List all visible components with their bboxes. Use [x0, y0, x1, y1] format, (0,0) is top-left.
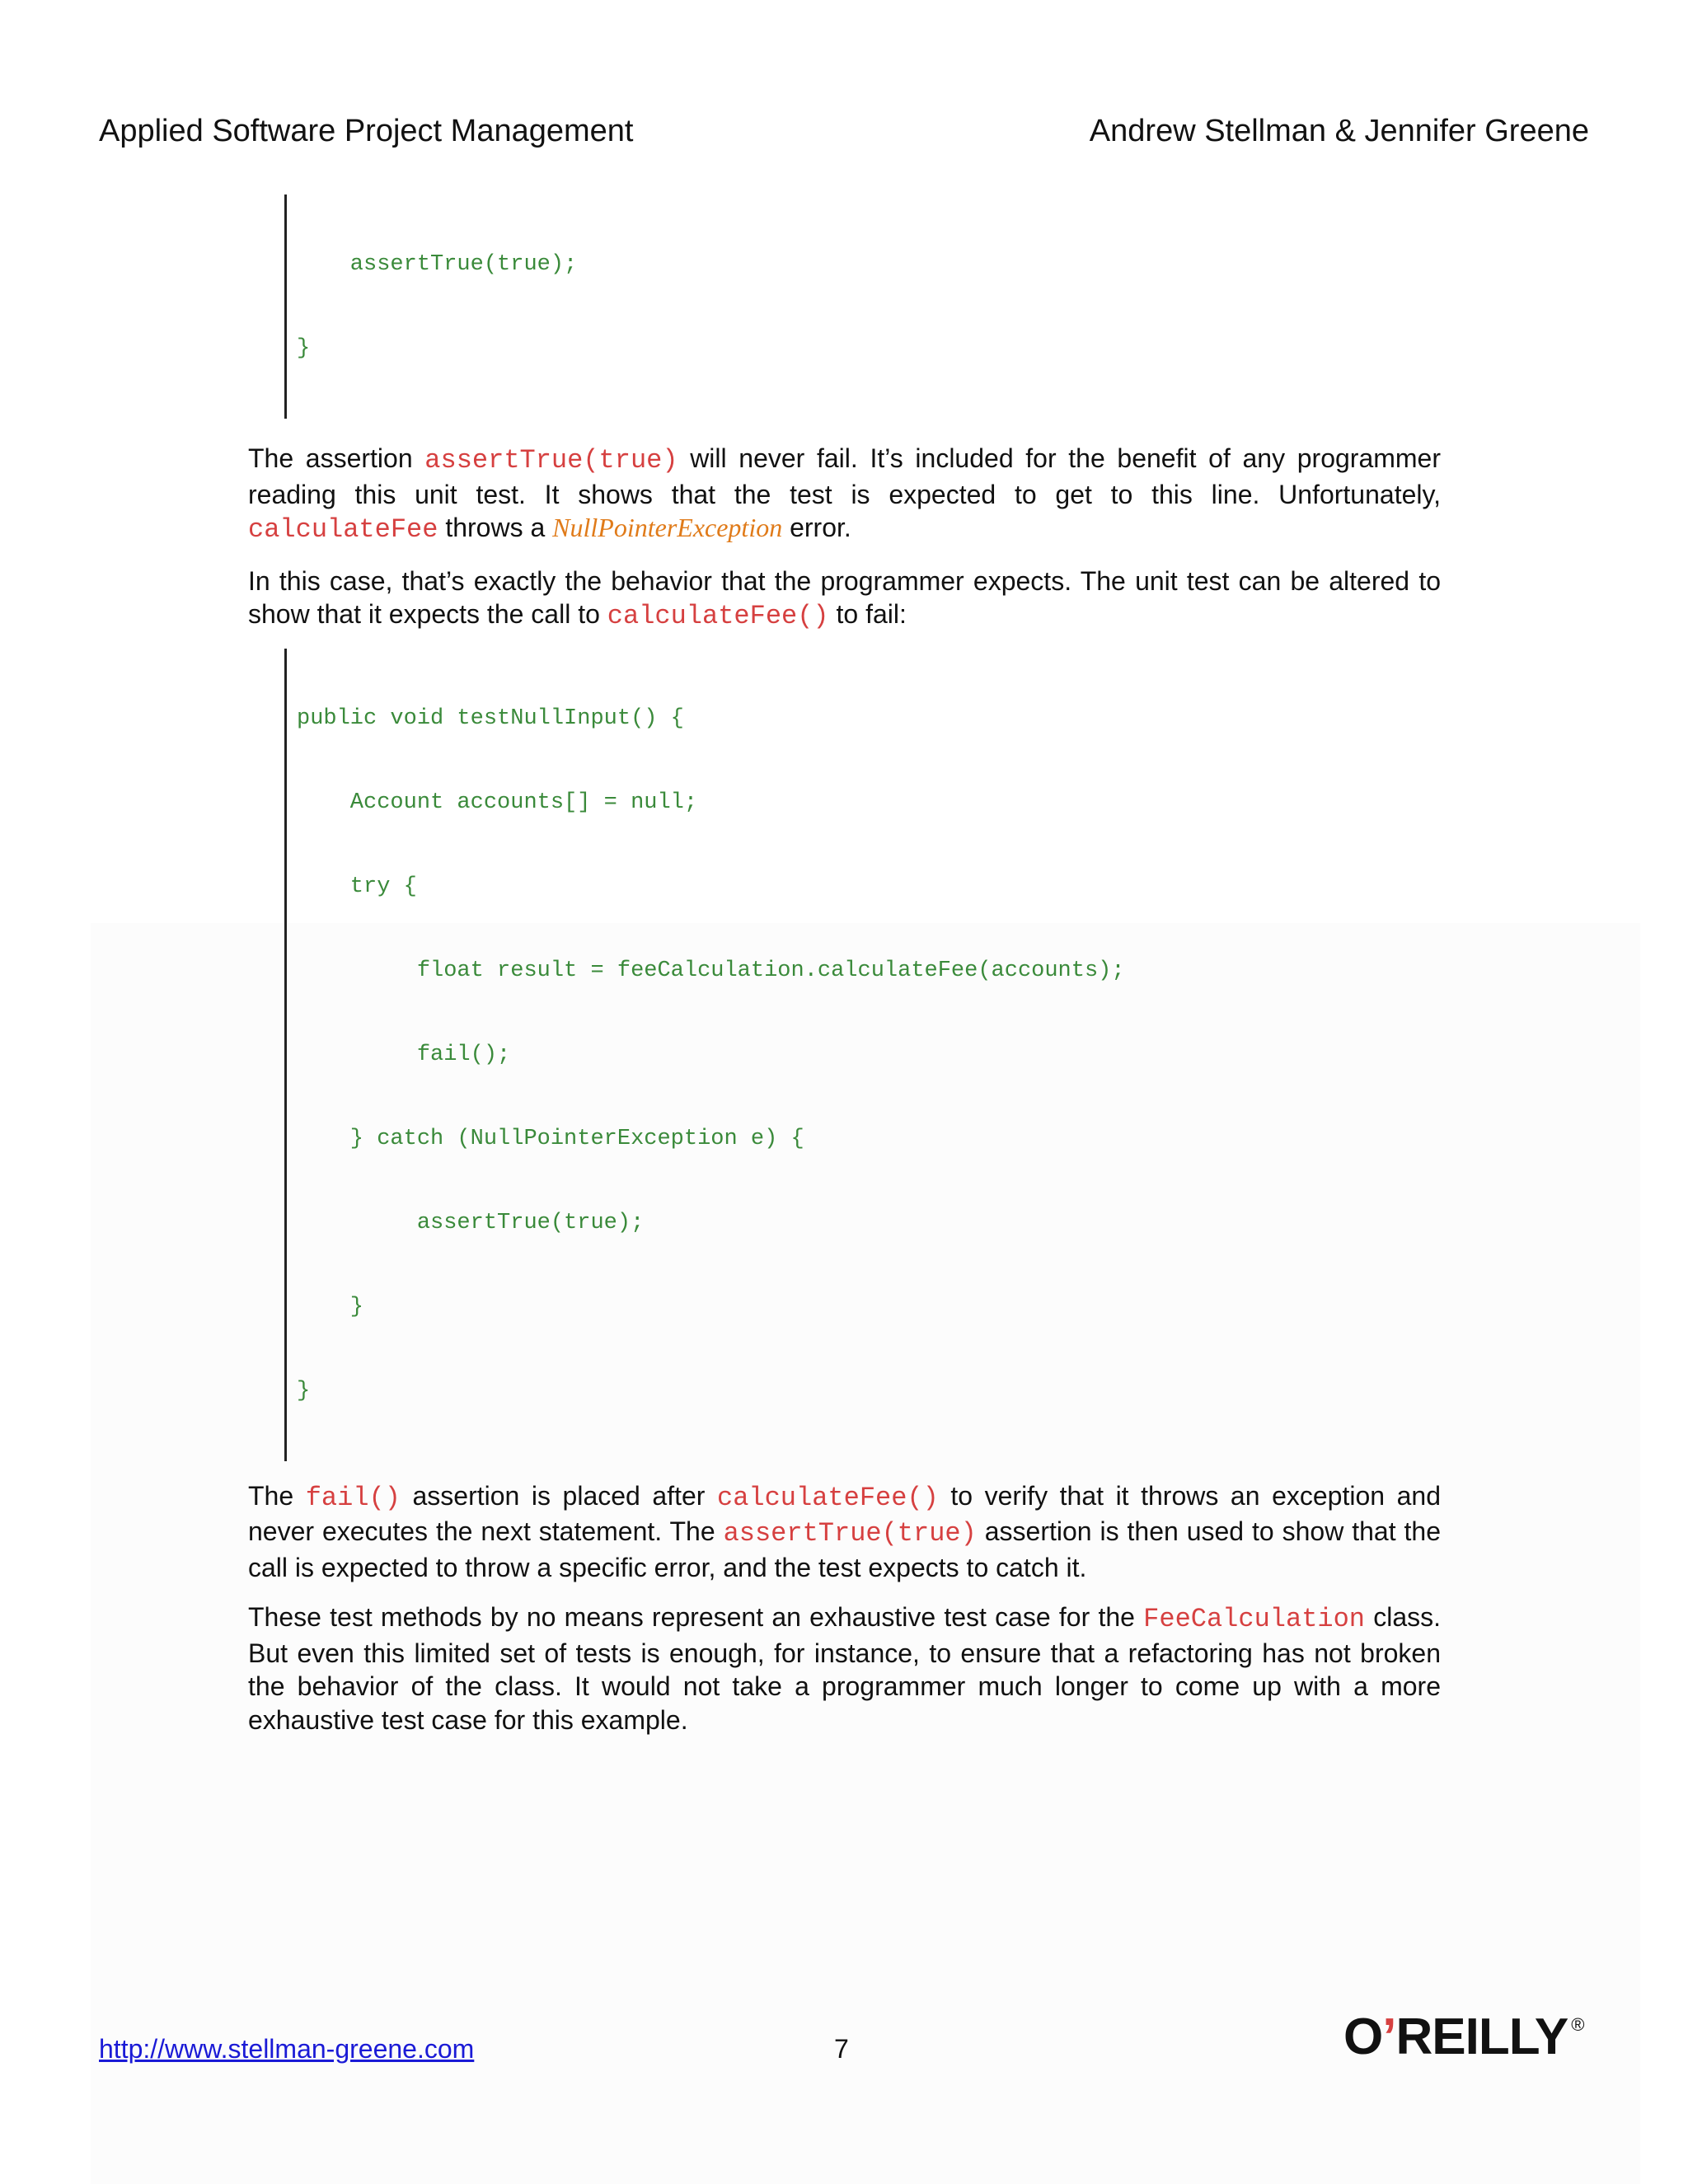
oreilly-logo: [1343, 2008, 1583, 2066]
code-line: public void testNullInput() {: [297, 705, 684, 731]
code-line: float result = feeCalculation.calculateFee(accounts);: [297, 958, 1125, 983]
code-line: fail();: [297, 1042, 511, 1067]
website-link[interactable]: http://www.stellman-greene.com: [99, 2034, 475, 2064]
text: to verify that it throws an exception and never executes the next statement. The: [248, 1480, 1442, 1546]
code-line: try {: [297, 874, 417, 899]
inline-code: FeeCalculation: [1143, 1604, 1365, 1634]
text: class. But even this limited set of tests is enough, for instance, to ensure that a refactoring has not broken the behavior of the class. It would not take a programmer much longer to come up with a more exhaustive test case for this example.: [248, 1602, 1442, 1735]
book-title: Applied Software Project Management: [99, 114, 634, 148]
text: error.: [782, 513, 851, 542]
code-line: }: [297, 336, 311, 361]
text: assertion is placed after: [400, 1480, 717, 1511]
text: These test methods by no means represent an exhaustive test case for the: [248, 1602, 1144, 1632]
code-block-1: [284, 194, 1441, 419]
logo-o: O: [1343, 2008, 1383, 2065]
paragraph-3: [248, 1479, 1441, 1585]
text: to fail:: [828, 599, 907, 629]
code-block-2: [284, 649, 1441, 1461]
authors: Andrew Stellman & Jennifer Greene: [1089, 114, 1589, 148]
text: throws a: [438, 513, 553, 542]
inline-code: assertTrue(true): [723, 1518, 977, 1549]
code-line: }: [297, 1294, 364, 1319]
inline-code: calculateFee(): [607, 601, 829, 631]
inline-code: calculateFee(): [716, 1482, 939, 1513]
code-line: }: [297, 1378, 311, 1404]
page-number: 7: [834, 2034, 849, 2064]
exception-name: NullPointerException: [552, 513, 783, 542]
paragraph-1: [248, 442, 1441, 547]
text: The: [248, 1480, 306, 1511]
code-line: assertTrue(true);: [297, 252, 578, 277]
code-line: } catch (NullPointerException e) {: [297, 1126, 804, 1151]
page-content: [248, 194, 1441, 1736]
text: assertion is then used to show that the call is expected to throw a specific error, and the test expects to catch it.: [248, 1516, 1442, 1582]
inline-code: assertTrue(true): [424, 445, 678, 476]
text: The assertion: [248, 443, 425, 473]
text: will never fail. It’s included for the benefit of any programmer reading this unit test. It shows that the test is expected to get to this line. Unfortunately,: [248, 443, 1442, 509]
paragraph-4: [248, 1601, 1441, 1736]
registered-mark: ®: [1571, 2014, 1584, 2035]
code-line: Account accounts[] = null;: [297, 790, 698, 815]
inline-code: fail(): [305, 1482, 401, 1513]
logo-text: REILLY: [1395, 2008, 1568, 2065]
paragraph-2: [248, 565, 1441, 634]
logo-apostrophe: ’: [1382, 2008, 1396, 2065]
page-header: [99, 114, 1589, 149]
inline-code: calculateFee: [248, 514, 438, 545]
code-line: assertTrue(true);: [297, 1210, 645, 1235]
text: In this case, that’s exactly the behavior that the programmer expects. The unit test can be altered to show that it expects the call to: [248, 565, 1441, 629]
